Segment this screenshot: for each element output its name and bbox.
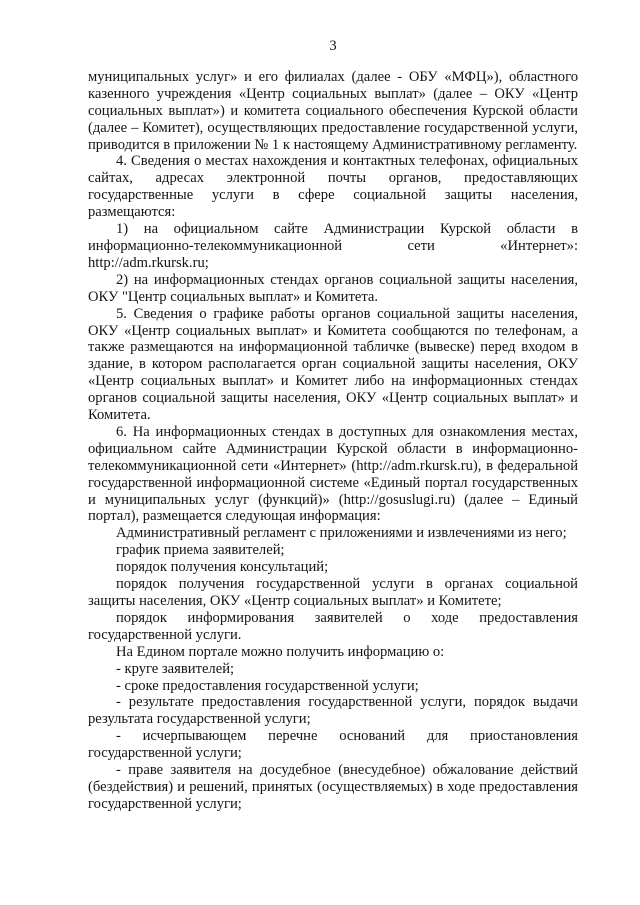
page-number: 3 — [329, 38, 337, 54]
list-item-reception-schedule: график приема заявителей; — [116, 542, 285, 559]
list-item-consultations: порядок получения консультаций; — [116, 559, 329, 576]
list-item-term: - сроке предоставления государственной услуги; — [116, 677, 419, 694]
paragraph-5-schedule: 5. Сведения о графике работы органов социальной защиты населения, ОКУ «Центр социальных выплат» и Комитета сообщаются по телефонам, а также размещаются на информационной табличке (вывеске) перед входом в здание, в котором располагается орган социальной защиты населения, ОКУ «Центр социальных выплат» и Комитет либо на информационных стендах органов социальной защиты населения, ОКУ «Центр социальных выплат» и Комитета. — [88, 305, 578, 424]
paragraph-6-info-stands: 6. На информационных стендах в доступных для ознакомления местах, официальном сайте Администрации Курской области в информационно-телекоммуникационной сети «Интернет» (http://adm.rkursk.ru), в федеральной государственной информационной системе «Единый портал государственных и муниципальных услуг (функций)» (http://gosuslugi.ru) (далее – Единый портал), размещается следующая информация: — [88, 423, 578, 525]
list-item-suspension-grounds: - исчерпывающем перечне оснований для приостановления государственной услуги; — [88, 728, 578, 762]
list-item-appeal-right: - праве заявителя на досудебное (внесудебное) обжалование действий (бездействия) и решений, принятых (осуществляемых) в ходе предоставления государственной услуги; — [88, 762, 578, 812]
paragraph-4-contacts: 4. Сведения о местах нахождения и контактных телефонах, официальных сайтах, адресах электронной почты органов, предоставляющих государственные услуги в сфере социальной защиты населения, размещаются: — [88, 153, 578, 221]
list-item-result: - результате предоставления государственной услуги, порядок выдачи результата государственной услуги; — [88, 694, 578, 728]
list-item-regulation: Административный регламент с приложениями и извлечениями из него; — [116, 525, 567, 542]
paragraph-4-item-1: 1) на официальном сайте Администрации Курской области в информационно-телекоммуникационной сети «Интернет»: http://adm.rkursk.ru; — [88, 221, 578, 271]
list-item-applicants: - круге заявителей; — [116, 660, 235, 677]
paragraph-portal-intro: На Едином портале можно получить информацию о: — [116, 643, 445, 660]
paragraph-4-item-2: 2) на информационных стендах органов социальной защиты населения, ОКУ "Центр социальных выплат» и Комитета. — [88, 271, 578, 305]
paragraph-offices-continued: муниципальных услуг» и его филиалах (далее - ОБУ «МФЦ»), областного казенного учреждения «Центр социальных выплат» (далее – ОКУ «Центр социальных выплат») и комитета социального обеспечения Курской области (далее – Комитет), осуществляющих предоставление государственной услуги, приводится в приложении № 1 к настоящему Административному регламенту. — [88, 68, 578, 153]
list-item-informing-procedure: порядок информирования заявителей о ходе предоставления государственной услуги. — [88, 609, 578, 643]
list-item-service-procedure: порядок получения государственной услуги в органах социальной защиты населения, ОКУ «Центр социальных выплат» и Комитете; — [88, 576, 578, 609]
